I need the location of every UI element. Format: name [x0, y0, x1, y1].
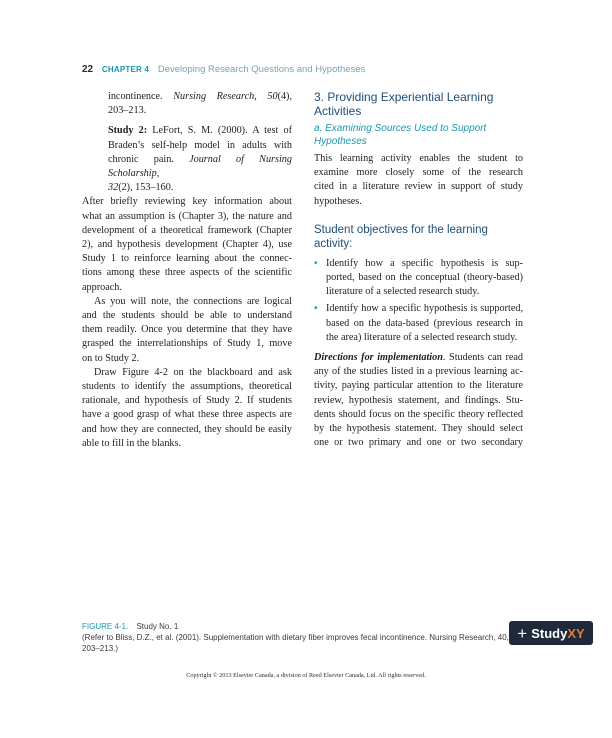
- text-line: Identify how a specific hypothesis is supported,: [326, 303, 523, 315]
- figure-citation: 203–213.): [82, 644, 119, 653]
- ref-text: ,: [254, 91, 268, 102]
- ref-text: chronic pain.: [108, 153, 190, 165]
- text-line: rationale, and hypothesis of Study 2. If students: [82, 395, 292, 407]
- text-line: one or two primary and one or two secondary: [314, 437, 523, 449]
- text-line: Draw Figure 4-2 on the blackboard and ask: [94, 366, 292, 378]
- volume: 50: [267, 91, 278, 102]
- paragraph-directions: [314, 351, 523, 450]
- text-line: 2), and hypothesis development (Chapter 4), use: [82, 239, 292, 251]
- text-line: tivity, paying particular attention to the literature: [314, 380, 523, 392]
- text-line: Identify how a specific hypothesis is sup-: [326, 257, 523, 269]
- text-line: students to identify the assumptions, theoretical: [82, 381, 292, 393]
- figure-label: FIGURE 4-1.: [82, 622, 129, 631]
- paragraph-activity: [314, 152, 523, 209]
- ref-text: Braden’s self-help model in adults with: [108, 139, 292, 151]
- journal-title: Nursing Research: [173, 91, 255, 102]
- text-line: and how they are connected, they should be easily: [82, 423, 292, 435]
- right-column: [314, 90, 523, 450]
- text-line: literature of a selected research study.: [326, 286, 480, 298]
- paragraph-figure-instructions: [82, 366, 292, 451]
- objective-bullet: [314, 302, 523, 345]
- logo-text: Study: [531, 625, 568, 641]
- ref-text: incontinence.: [108, 91, 174, 102]
- journal-title: Journal of Nursing Scholarship: [108, 153, 292, 180]
- studyxy-logo[interactable]: [509, 621, 593, 645]
- text-line: cited in a literature review in support of study: [314, 181, 523, 193]
- heading-line: 3. Providing Experiential Learning: [314, 90, 494, 104]
- text-line: by the hypothesis statement. They should select: [314, 423, 523, 435]
- bullet-icon: •: [314, 257, 318, 269]
- bullet-icon: •: [314, 303, 318, 315]
- directions-label: Directions for implementation: [314, 352, 443, 364]
- chapter-label: CHAPTER 4: [101, 65, 150, 74]
- ref-text: (2), 153–160.: [118, 182, 174, 194]
- ref-text: ,: [156, 168, 160, 180]
- reference-study-1-tail: [82, 90, 292, 118]
- text-line: After briefly reviewing key information about: [82, 196, 292, 208]
- left-column: [82, 90, 292, 451]
- plus-icon: +: [517, 623, 528, 643]
- logo-text-accent: XY: [567, 625, 585, 641]
- text-line: As you will note, the connections are logical: [94, 295, 292, 307]
- section-heading: [314, 90, 523, 118]
- heading-line: Activities: [314, 104, 362, 118]
- text-line: dents should focus on the specific theory reflected: [314, 408, 523, 420]
- text-line: ported, based on the conceptual (theory-based): [326, 272, 523, 284]
- text-line: them readily. Once you determine that they have: [82, 324, 292, 336]
- ref-text: LeFort, S. M. (2000). A test of: [147, 125, 292, 137]
- paragraph-intro: [82, 195, 292, 294]
- text-line: Study 1 to reinforce learning about the connec-: [82, 253, 292, 265]
- page-number: 22: [82, 64, 94, 75]
- text-line: any of the studies listed in a previous learning ac-: [314, 366, 523, 378]
- text-line: and the students should be able to understand: [82, 310, 292, 322]
- text-line: grasped the interrelationships of Study 1, move: [82, 338, 292, 350]
- text-line: based on the data-based (previous research in: [326, 317, 523, 329]
- figure-citation: (Refer to Bliss, D.Z., et al. (2001). Supplementation with dietary fiber improves fecal incontinence. Nursing Research, 40,: [82, 633, 509, 642]
- chapter-title: Developing Research Questions and Hypotheses: [157, 64, 366, 75]
- figure-caption: [82, 621, 512, 654]
- text-line: examine more closely some of the research: [314, 167, 523, 179]
- text-line: able to fill in the blanks.: [82, 437, 182, 449]
- copyright-notice: Copyright © 2013 Elsevier Canada, a division of Reed Elsevier Canada, Ltd. All rights reserved.: [186, 672, 426, 679]
- text-line: on to Study 2.: [82, 352, 140, 364]
- text-line: review, hypothesis statement, and findings. Stu-: [314, 394, 523, 406]
- study-2-label: Study 2:: [108, 125, 148, 137]
- ref-text: (4),: [277, 91, 292, 102]
- figure-title: Study No. 1: [136, 622, 179, 631]
- reference-study-2: [82, 124, 292, 195]
- text-line: what an assumption is (Chapter 3), the nature and: [82, 210, 292, 222]
- text-line: have a good grasp of what these three aspects are: [82, 409, 292, 421]
- subsection-heading: [314, 122, 523, 148]
- objective-bullet: [314, 257, 523, 300]
- text-line: . Students can read: [442, 352, 523, 364]
- running-header: [82, 64, 365, 75]
- volume: 32: [108, 182, 119, 194]
- text-line: This learning activity enables the student to: [314, 153, 523, 164]
- subheading-line: Hypotheses: [314, 136, 367, 147]
- subheading-line: a. Examining Sources Used to Support: [314, 123, 487, 134]
- text-line: approach.: [82, 281, 122, 293]
- text-line: development of a theoretical framework (Chapter: [82, 224, 292, 236]
- text-line: the area) literature of a selected research study.: [326, 331, 518, 343]
- text-line: hypotheses.: [314, 195, 362, 207]
- objectives-heading: Student objectives for the learning activity:: [314, 223, 488, 250]
- text-line: tions among these three aspects of the scientific: [82, 267, 292, 279]
- paragraph-connections: [82, 295, 292, 366]
- ref-pages: 203–213.: [108, 105, 147, 117]
